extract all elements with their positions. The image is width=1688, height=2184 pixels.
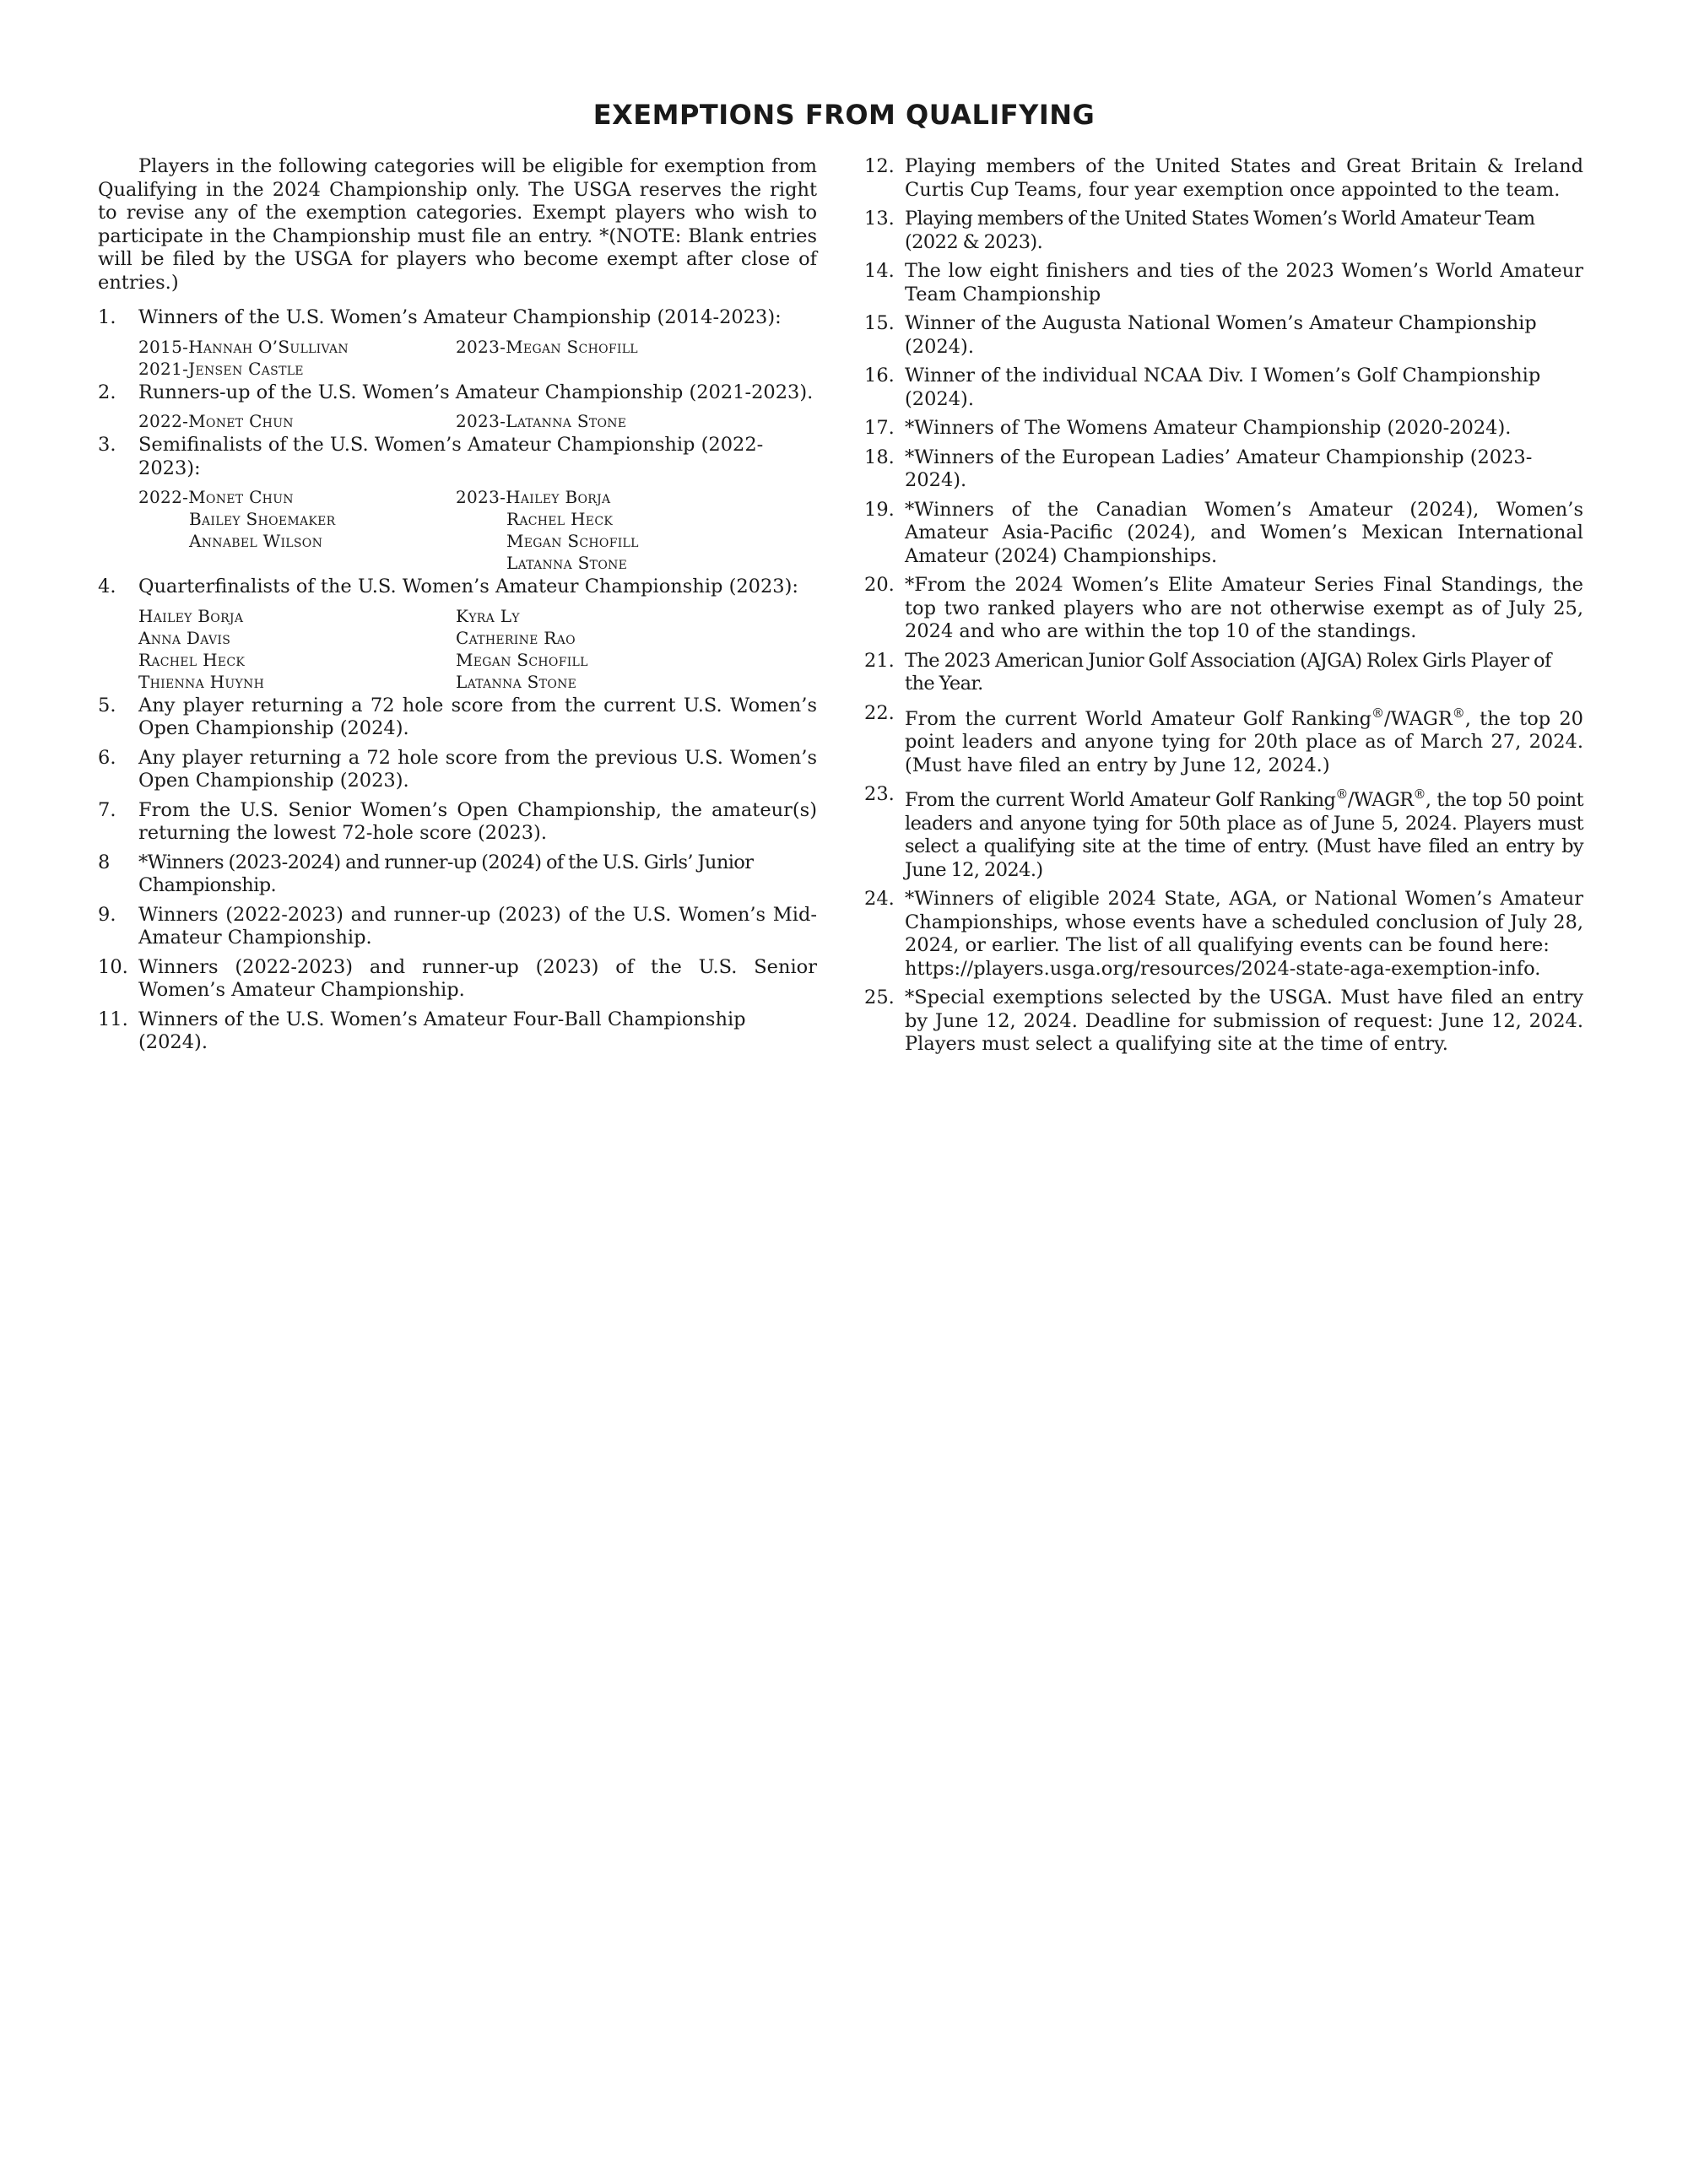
exemption-item-9 — [98, 904, 817, 950]
player-name: Anna Davis — [138, 627, 231, 648]
item-number: 10. — [98, 955, 128, 978]
item-text: Winners (2022-2023) and runner-up (2023) of the U.S. Women’s Mid-Amateur Championship. — [138, 903, 817, 949]
exemption-item-16 — [864, 365, 1583, 411]
player-name: Rachel Heck — [138, 649, 246, 670]
player-name: Bailey Shoemaker — [189, 509, 336, 529]
item-text: Winners of the U.S. Women’s Amateur Championship (2014-2023): — [138, 306, 782, 328]
player-name: Kyra Ly — [456, 605, 520, 626]
item-text: Playing members of the United States Women’s World Amateur Team (2022 & 2023). — [905, 208, 1535, 253]
player-name: 2015-Hannah O’Sullivan — [138, 336, 349, 357]
player-name: Annabel Wilson — [189, 531, 323, 551]
item-number: 13. — [864, 208, 895, 230]
item-number: 7. — [98, 798, 116, 821]
item-number: 18. — [864, 446, 895, 468]
item-text: Winners of the U.S. Women’s Amateur Four-Ball Championship (2024). — [138, 1008, 746, 1053]
item-number: 2. — [98, 381, 116, 403]
item-text: *Winners of The Womens Amateur Championship (2020-2024). — [905, 417, 1512, 439]
exemption-item-13 — [864, 208, 1583, 254]
names-list-4 — [138, 605, 780, 693]
player-name: Hailey Borja — [138, 605, 244, 626]
item-text: The low eight finishers and ties of the 2023 Women’s World Amateur Team Championship — [905, 260, 1583, 305]
page-title: EXEMPTIONS FROM QUALIFYING — [592, 99, 1096, 131]
intro-paragraph: Players in the following categories will be eligible for exemption from Qualifying in the 2024 Championship only. The USGA reserves the right to revise any of the exemption categories. Exempt players who wish to participate in the Championship must file an entry. *(NOTE: Blank entries will be filed by the USGA for players who become exempt after close of entries.) — [98, 155, 817, 294]
item-number: 19. — [864, 498, 895, 521]
item-number: 5. — [98, 694, 116, 716]
item-number: 23. — [864, 783, 895, 805]
exemption-item-15 — [864, 312, 1583, 359]
item-text: *From the 2024 Women’s Elite Amateur Series Final Standings, the top two ranked players who are not otherwise exempt as of July 25, 2024 and who are within the top 10 of the standings. — [905, 574, 1583, 642]
item-text-part: From the current World Amateur Golf Ranking — [905, 707, 1372, 730]
exemption-item-2 — [98, 381, 817, 405]
exemption-item-3 — [98, 434, 817, 480]
player-name — [456, 358, 773, 380]
item-text-part: , the top 50 point leaders and anyone tying for 50th place as of June 5, 2024. Players must select a qualifying site at the time of entry. (Must have filed an entry by June 12, 2024.) — [905, 789, 1583, 881]
exemption-item-25 — [864, 987, 1583, 1057]
exemption-item-6 — [98, 747, 817, 793]
names-list-3 — [138, 486, 780, 574]
exemption-item-17 — [864, 417, 1583, 441]
player-name: Megan Schofill — [506, 531, 639, 551]
exemption-item-21 — [864, 650, 1583, 696]
names-list-2 — [138, 410, 780, 432]
item-text: Any player returning a 72 hole score from the previous U.S. Women’s Open Championship (2023). — [138, 746, 817, 792]
item-text: Runners-up of the U.S. Women’s Amateur Championship (2021-2023). — [138, 381, 814, 403]
qualifying-events-url[interactable]: https://players.usga.org/resources/2024-state-aga-exemption-info. — [905, 957, 1541, 980]
item-text: Winner of the individual NCAA Div. I Women’s Golf Championship (2024). — [905, 365, 1541, 410]
player-name: 2021-Jensen Castle — [138, 358, 304, 379]
item-number: 22. — [864, 701, 895, 724]
exemption-item-22 — [864, 702, 1583, 778]
item-number: 17. — [864, 417, 895, 439]
player-name: Catherine Rao — [456, 627, 576, 648]
item-number: 3. — [98, 434, 116, 456]
exemption-item-23 — [864, 783, 1583, 882]
item-text: *Winners of the Canadian Women’s Amateur (2024), Women’s Amateur Asia-Pacific (2024), and Women’s Mexican International Amateur (2024) Championships. — [905, 498, 1583, 567]
exemption-item-5 — [98, 695, 817, 741]
item-number: 14. — [864, 260, 895, 282]
exemption-item-8 — [98, 851, 817, 898]
player-name: Rachel Heck — [506, 509, 614, 529]
item-number: 9. — [98, 903, 116, 926]
item-text-part: , the top 20 point leaders and anyone tying for 20th place as of March 27, 2024. (Must have filed an entry by June 12, 2024.) — [905, 707, 1583, 776]
names-list-1 — [138, 336, 780, 380]
right-column — [864, 155, 1583, 1062]
player-name: 2023-Hailey Borja — [456, 487, 611, 507]
item-text-part: From the current World Amateur Golf Ranking — [905, 789, 1336, 811]
exemption-item-24 — [864, 888, 1583, 981]
player-name: Latanna Stone — [506, 553, 628, 573]
left-column — [98, 155, 817, 1061]
item-number: 24. — [864, 888, 895, 910]
item-text: The 2023 American Junior Golf Association (AJGA) Rolex Girls Player of the Year. — [905, 649, 1551, 695]
item-text: *Winners of the European Ladies’ Amateur Championship (2023-2024). — [905, 446, 1533, 491]
player-name: Megan Schofill — [456, 649, 588, 670]
player-name: 2022-Monet Chun — [138, 487, 294, 507]
item-number: 6. — [98, 746, 116, 769]
player-name: 2023-Latanna Stone — [456, 411, 627, 431]
item-number: 8 — [98, 851, 111, 873]
player-name — [138, 552, 456, 574]
exemption-item-18 — [864, 446, 1583, 493]
item-number: 20. — [864, 574, 895, 596]
registered-mark: ® — [1372, 705, 1385, 721]
item-text: *Winners (2023-2024) and runner-up (2024) of the U.S. Girls’ Junior Championship. — [138, 851, 754, 896]
item-text: From the U.S. Senior Women’s Open Championship, the amateur(s) returning the lowest 72-hole score (2023). — [138, 798, 817, 844]
item-text-part: *Winners of eligible 2024 State, AGA, or National Women’s Amateur Championships, whose events have a scheduled conclusion of July 28, 2024, or earlier. The list of all qualifying events can be found here: — [905, 888, 1583, 956]
registered-mark: ® — [1335, 787, 1348, 802]
item-number: 4. — [98, 576, 116, 597]
item-text: Playing members of the United States and Great Britain & Ireland Curtis Cup Teams, four year exemption once appointed to the team. — [905, 155, 1583, 201]
exemption-item-10 — [98, 956, 817, 1003]
exemption-item-19 — [864, 499, 1583, 569]
item-text-part: /WAGR — [1347, 789, 1414, 811]
exemption-item-12 — [864, 155, 1583, 202]
player-name: 2023-Megan Schofill — [456, 336, 638, 357]
item-text: Quarterfinalists of the U.S. Women’s Amateur Championship (2023): — [138, 576, 798, 597]
exemption-item-1 — [98, 306, 817, 330]
item-number: 21. — [864, 649, 895, 672]
exemption-item-4 — [98, 576, 817, 599]
item-text: Any player returning a 72 hole score from the current U.S. Women’s Open Championship (2024). — [138, 694, 817, 739]
item-number: 16. — [864, 365, 895, 387]
item-text: *Special exemptions selected by the USGA. Must have filed an entry by June 12, 2024. Deadline for submission of request: June 12, 2024. Players must select a qualifying site at the time of entry. — [905, 987, 1583, 1055]
item-text — [905, 783, 1583, 882]
item-number: 15. — [864, 312, 895, 334]
exemption-item-20 — [864, 574, 1583, 644]
player-name: Thienna Huynh — [138, 671, 265, 692]
registered-mark: ® — [1413, 787, 1426, 802]
registered-mark: ® — [1452, 705, 1465, 721]
item-number: 1. — [98, 306, 116, 328]
item-text: Winners (2022-2023) and runner-up (2023) of the U.S. Senior Women’s Amateur Championship. — [138, 955, 817, 1001]
item-text: Semifinalists of the U.S. Women’s Amateur Championship (2022-2023): — [138, 434, 764, 479]
exemption-item-11 — [98, 1008, 817, 1055]
player-name: Latanna Stone — [456, 671, 577, 692]
item-number: 12. — [864, 155, 895, 177]
item-text — [905, 888, 1583, 981]
exemption-item-14 — [864, 260, 1583, 306]
item-number: 11. — [98, 1008, 128, 1030]
item-text: Winner of the Augusta National Women’s Amateur Championship (2024). — [905, 312, 1537, 358]
player-name: 2022-Monet Chun — [138, 411, 294, 431]
exemption-item-7 — [98, 799, 817, 846]
item-text — [905, 702, 1583, 778]
item-number: 25. — [864, 987, 895, 1008]
item-text-part: /WAGR — [1384, 707, 1453, 730]
